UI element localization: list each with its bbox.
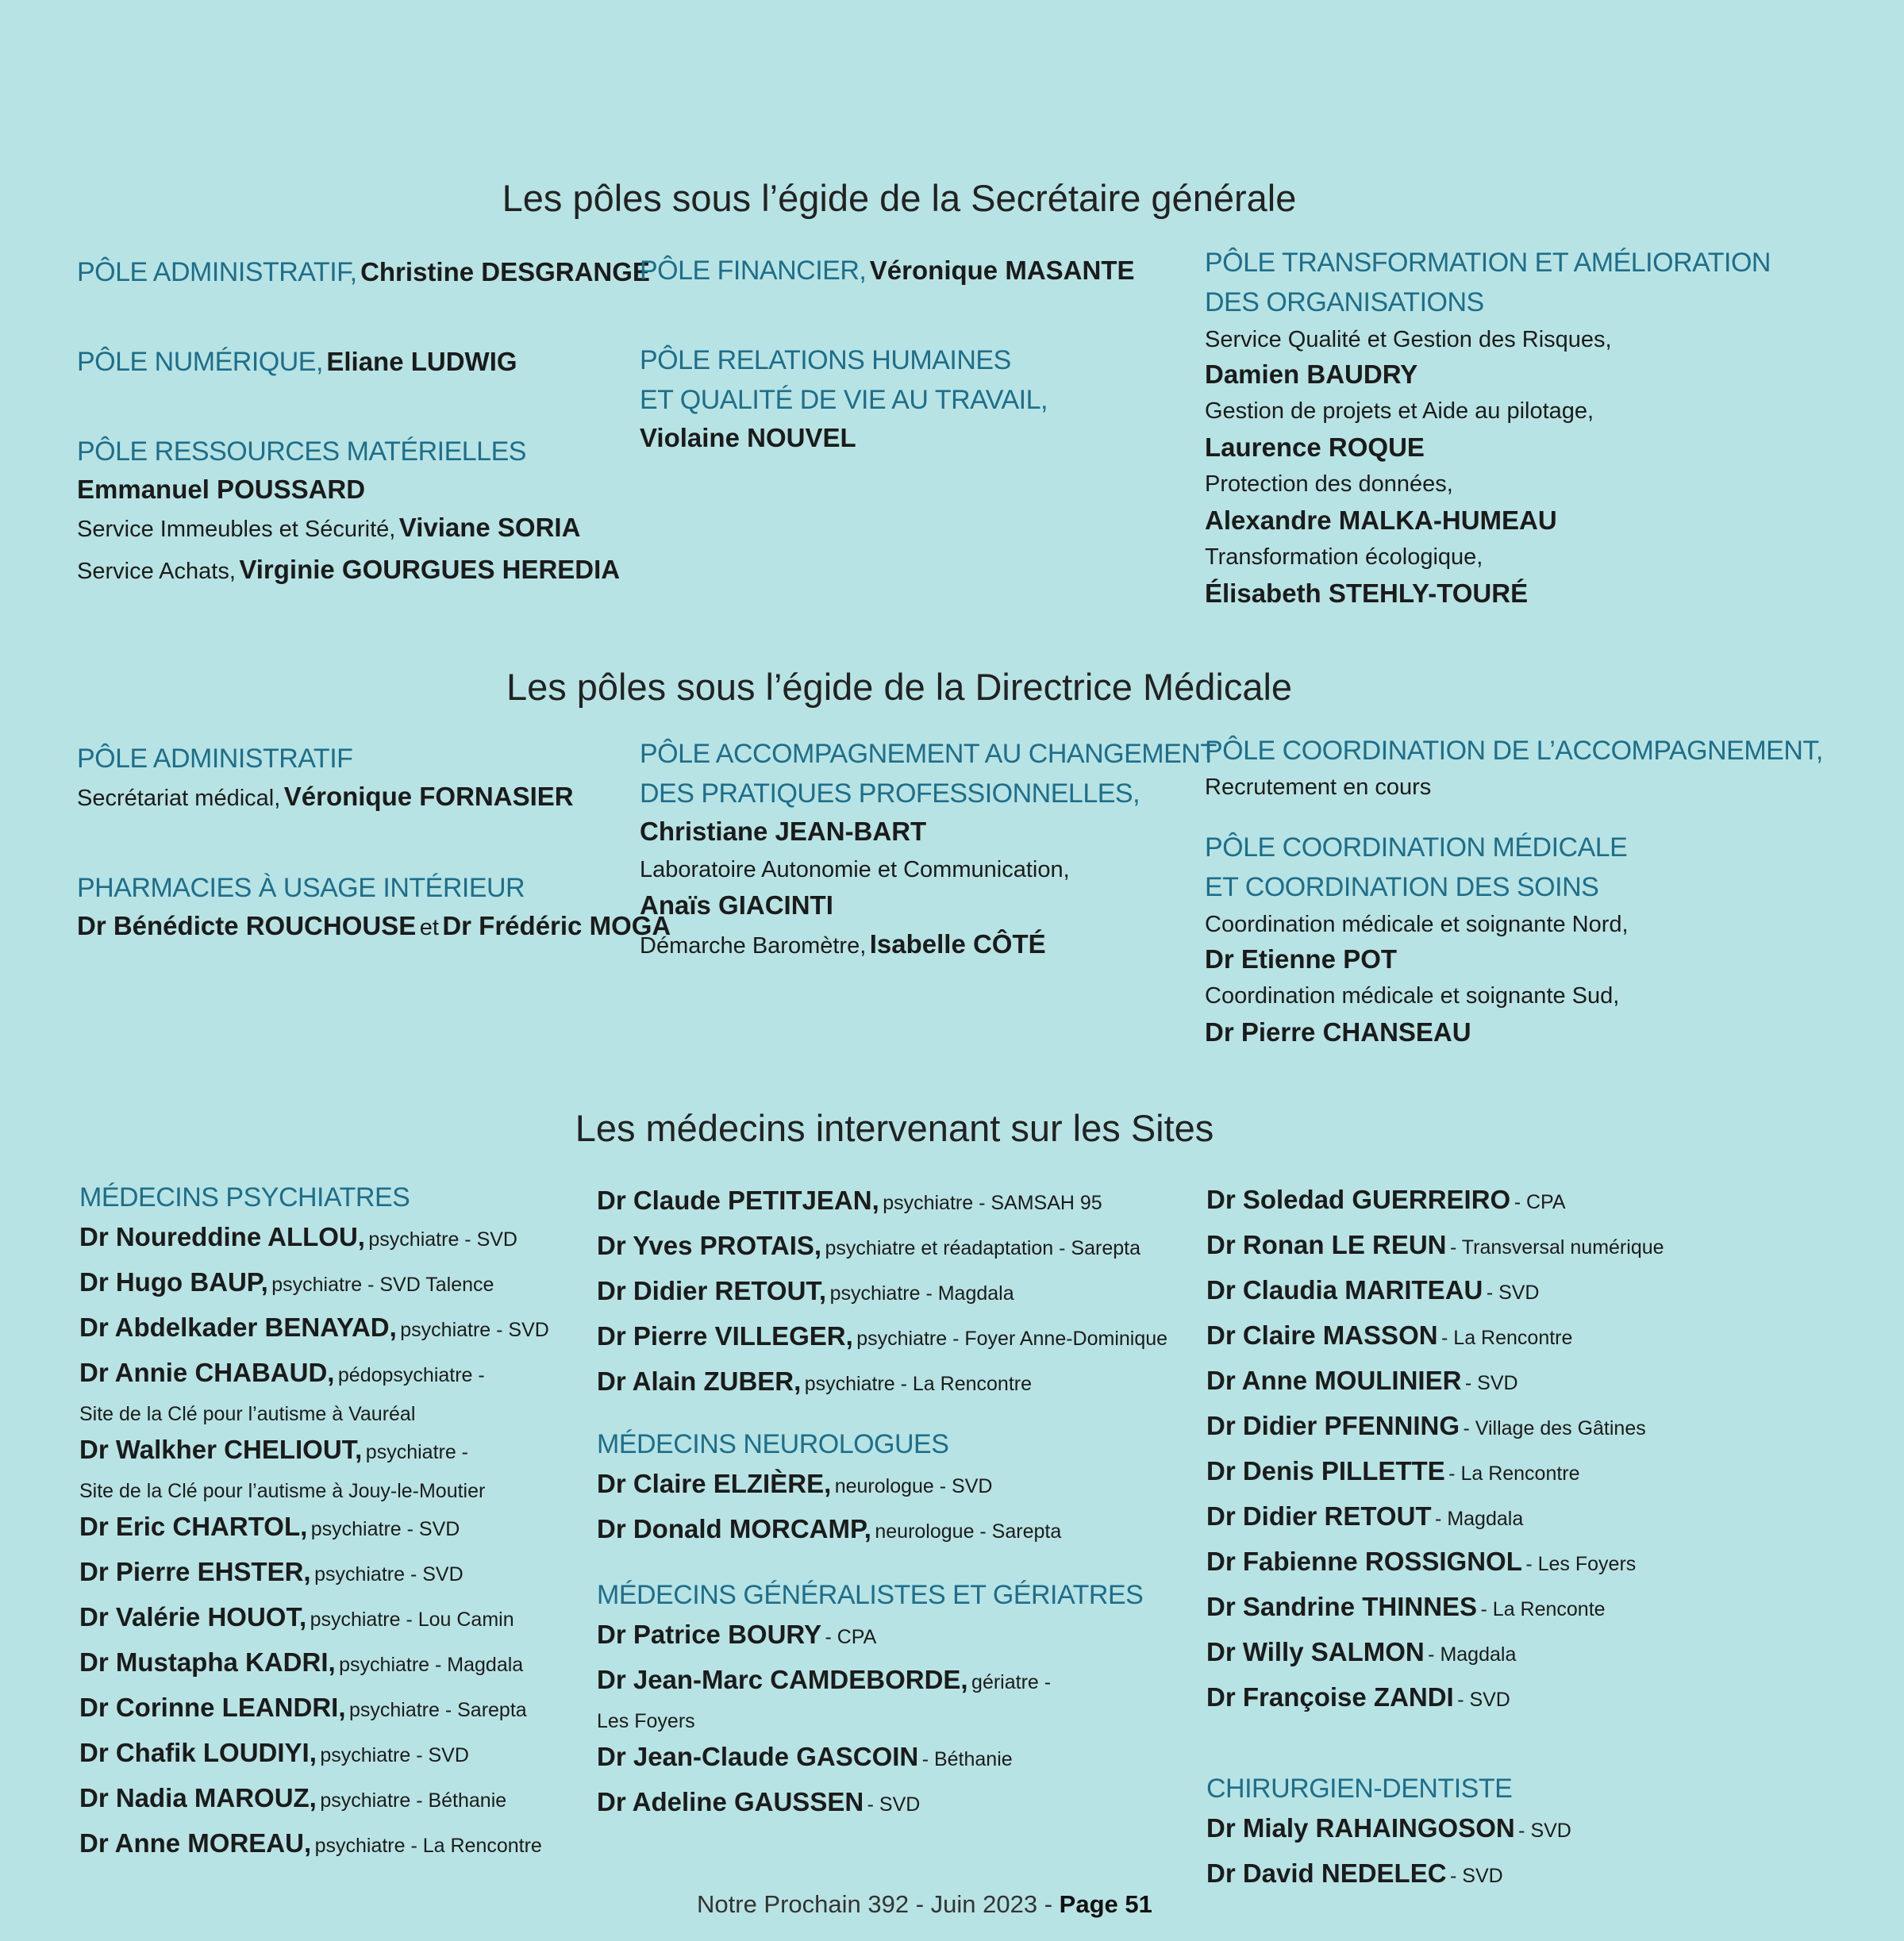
coordination-nord-label: Coordination médicale et soignante Nord,: [1205, 912, 1629, 937]
coordination-sud-name: Dr Pierre CHANSEAU: [1205, 1017, 1471, 1047]
doctor-role: psychiatre et réadaptation - Sarepta: [825, 1237, 1140, 1259]
doctor-name: Dr Jean-Marc CAMDEBORDE,: [597, 1665, 968, 1694]
doctor-role: - La Renconte: [1480, 1598, 1606, 1620]
doctor-name: Dr David NEDELEC: [1206, 1858, 1447, 1888]
doctor-name: Dr Donald MORCAMP,: [597, 1514, 871, 1543]
generalistes-heading: MÉDECINS GÉNÉRALISTES ET GÉRIATRES: [597, 1580, 1144, 1610]
doctor-name: Dr Claude PETITJEAN,: [597, 1186, 879, 1215]
doctor-entry: [1206, 1542, 1664, 1587]
doctor-entry: [79, 1552, 549, 1597]
doctor-name: Dr Claire ELZIÈRE,: [597, 1469, 832, 1498]
pole-transformation-heading-line1: PÔLE TRANSFORMATION ET AMÉLIORATION: [1205, 248, 1771, 278]
doctor-name: Dr Nadia MAROUZ,: [79, 1783, 317, 1812]
protection-donnees-label: Protection des données,: [1205, 471, 1453, 497]
doctor-role: psychiatre - Sarepta: [348, 1699, 527, 1721]
chirurgien-dentiste-heading: CHIRURGIEN-DENTISTE: [1206, 1774, 1513, 1804]
secretariat-medical-label: Secrétariat médical,: [77, 786, 281, 811]
section1-col3: [1205, 243, 1771, 611]
doctor-entry: [1206, 1225, 1664, 1270]
psychiatres-list-2: [597, 1181, 1167, 1407]
pole-ressources-materielles-heading: PÔLE RESSOURCES MATÉRIELLES: [77, 436, 526, 467]
pole-coordination-medicale-heading-line1: PÔLE COORDINATION MÉDICALE: [1205, 832, 1628, 863]
doctor-name: Dr Eric CHARTOL,: [79, 1512, 308, 1541]
doctor-entry: [597, 1737, 1167, 1782]
doctor-entry: [79, 1507, 549, 1552]
doctor-role: pédopsychiatre -: [337, 1364, 485, 1386]
doctor-role: psychiatre - SVD: [400, 1319, 549, 1341]
doctor-name: Dr Valérie HOUOT,: [79, 1602, 307, 1632]
doctor-entry: [1206, 1406, 1664, 1451]
gestion-projets-label: Gestion de projets et Aide au pilotage,: [1205, 398, 1594, 424]
doctor-role: psychiatre - Lou Camin: [310, 1609, 514, 1631]
doctor-entry: [79, 1353, 549, 1430]
pharmacie-and: et: [419, 915, 439, 940]
doctor-role: - SVD: [1457, 1689, 1510, 1711]
doctor-site: Site de la Clé pour l’autisme à Jouy-le-Moutier: [79, 1480, 486, 1502]
laboratoire-autonomie-label: Laboratoire Autonomie et Communication,: [640, 857, 1070, 882]
pole-coordination-accompagnement-heading: PÔLE COORDINATION DE L’ACCOMPAGNEMENT,: [1205, 736, 1823, 766]
doctor-name: Dr Mialy RAHAINGOSON: [1206, 1813, 1515, 1843]
neurologues-heading: MÉDECINS NEUROLOGUES: [597, 1429, 949, 1459]
doctor-role: - CPA: [1514, 1191, 1566, 1213]
doctor-name: Dr Sandrine THINNES: [1206, 1592, 1478, 1621]
pole-rh-heading-line1: PÔLE RELATIONS HUMAINES: [640, 345, 1011, 375]
doctor-name: Dr Hugo BAUP,: [79, 1267, 268, 1297]
doctor-entry: [1206, 1180, 1664, 1225]
doctor-entry: [79, 1824, 549, 1869]
doctor-role: psychiatre - Béthanie: [320, 1789, 507, 1812]
doctor-entry: [1206, 1270, 1664, 1316]
doctor-name: Dr Yves PROTAIS,: [597, 1231, 822, 1260]
doctor-role: - Les Foyers: [1525, 1553, 1637, 1575]
doctor-entry: [597, 1316, 1167, 1362]
section-title-secretaire: Les pôles sous l’égide de la Secrétaire générale: [502, 177, 1297, 219]
pole-financier-heading: PÔLE FINANCIER,: [640, 256, 867, 286]
doctor-entry: [597, 1660, 1167, 1737]
doctor-entry: [597, 1509, 1167, 1555]
doctor-entry: [597, 1615, 1167, 1660]
pole-financier-head-name: Véronique MASANTE: [869, 256, 1135, 285]
pole-ressources-materielles-head-name: Emmanuel POUSSARD: [77, 475, 366, 504]
service-achats-name: Virginie GOURGUES HEREDIA: [239, 555, 621, 584]
laboratoire-autonomie-name: Anaïs GIACINTI: [640, 890, 833, 920]
doctor-entry: [597, 1782, 1167, 1828]
pole-coordination-medicale-heading-line2: ET COORDINATION DES SOINS: [1205, 872, 1599, 902]
psychiatres-list: [79, 1217, 549, 1869]
doctor-name: Dr Patrice BOURY: [597, 1620, 822, 1649]
page-number: Page 51: [1059, 1890, 1152, 1918]
doctor-role: psychiatre - SVD: [320, 1744, 469, 1766]
doctor-role: psychiatre - La Rencontre: [804, 1373, 1033, 1395]
doctor-name: Dr Annie CHABAUD,: [79, 1358, 335, 1387]
recrutement-text: Recrutement en cours: [1205, 774, 1432, 800]
doctor-entry: [597, 1271, 1167, 1316]
doctor-role: psychiatre - SVD: [314, 1563, 463, 1585]
doctor-name: Dr Ronan LE REUN: [1206, 1230, 1447, 1259]
doctor-role: - CPA: [825, 1626, 877, 1648]
doctor-role: psychiatre - SVD Talence: [271, 1274, 494, 1296]
section1-col2: [640, 251, 1135, 456]
doctor-entry: [597, 1181, 1167, 1226]
doctor-name: Dr Corinne LEANDRI,: [79, 1693, 346, 1722]
doctor-entry: [597, 1226, 1167, 1271]
doctor-role: - La Rencontre: [1448, 1462, 1580, 1485]
doctor-role: gériatre -: [971, 1671, 1052, 1693]
doctor-name: Dr Walkher CHELIOUT,: [79, 1435, 363, 1464]
doctor-entry: [79, 1778, 549, 1824]
doctor-name: Dr Didier RETOUT: [1206, 1501, 1432, 1531]
psychiatres-heading: MÉDECINS PSYCHIATRES: [79, 1182, 410, 1213]
section-title-medecins: Les médecins intervenant sur les Sites: [575, 1107, 1214, 1149]
doctor-role: psychiatre - Magdala: [829, 1282, 1014, 1305]
transformation-ecologique-label: Transformation écologique,: [1205, 544, 1483, 570]
doctor-entry: [79, 1308, 549, 1353]
doctor-role: - SVD: [867, 1793, 921, 1816]
doctor-role: - La Rencontre: [1441, 1327, 1573, 1349]
medecins-column-2: [597, 1181, 1167, 1828]
medecins-list-3: [1206, 1180, 1664, 1723]
doctor-role: neurologue - Sarepta: [875, 1520, 1062, 1543]
pole-administratif-head-name: Christine DESGRANGE: [360, 257, 650, 286]
pole-accompagnement-head-name: Christiane JEAN-BART: [640, 817, 927, 846]
page-footer: [697, 1890, 1152, 1919]
section-title-directrice-medicale: Les pôles sous l’égide de la Directrice Médicale: [506, 666, 1293, 708]
pole-transformation-heading-line2: DES ORGANISATIONS: [1205, 287, 1484, 317]
demarche-barometre-label: Démarche Baromètre,: [640, 933, 867, 959]
doctor-name: Dr Jean-Claude GASCOIN: [597, 1742, 919, 1771]
doctor-name: Dr Claudia MARITEAU: [1206, 1275, 1483, 1305]
doctor-role: psychiatre - SVD: [368, 1228, 517, 1251]
service-achats-label: Service Achats,: [77, 559, 236, 584]
pole-numerique-head-name: Eliane LUDWIG: [326, 347, 517, 376]
doctor-entry: [1206, 1497, 1664, 1542]
doctor-role: - SVD: [1518, 1820, 1571, 1842]
doctor-role: - SVD: [1486, 1282, 1540, 1304]
pole-rh-head-name: Violaine NOUVEL: [640, 423, 856, 452]
gestion-projets-name: Laurence ROQUE: [1205, 432, 1425, 462]
service-qualite-name: Damien BAUDRY: [1205, 359, 1418, 389]
coordination-nord-name: Dr Etienne POT: [1205, 944, 1398, 974]
doctor-name: Dr Noureddine ALLOU,: [79, 1222, 365, 1251]
doctor-entry: [597, 1464, 1167, 1509]
doctor-name: Dr Chafik LOUDIYI,: [79, 1738, 317, 1767]
doctor-role: - Magdala: [1428, 1643, 1517, 1666]
doctor-name: Dr Anne MOREAU,: [79, 1828, 312, 1858]
section2-col3: [1205, 731, 1823, 1050]
doctor-name: Dr Françoise ZANDI: [1206, 1682, 1454, 1712]
doctor-site: Site de la Clé pour l’autisme à Vauréal: [79, 1403, 416, 1425]
doctor-role: neurologue - SVD: [834, 1475, 993, 1497]
section2-col2: [640, 734, 1217, 968]
doctor-role: psychiatre - SAMSAH 95: [883, 1192, 1102, 1214]
neurologues-list: [597, 1464, 1167, 1555]
doctor-role: - Village des Gâtines: [1463, 1417, 1646, 1439]
doctor-entry: [79, 1688, 549, 1733]
doctor-role: psychiatre - Foyer Anne-Dominique: [856, 1328, 1168, 1350]
pole-accompagnement-heading-line1: PÔLE ACCOMPAGNEMENT AU CHANGEMENT: [640, 739, 1217, 769]
pharmacie-name-2: Dr Frédéric MOGA: [442, 911, 671, 940]
protection-donnees-name: Alexandre MALKA-HUMEAU: [1205, 505, 1557, 535]
pole-administratif-medical-heading: PÔLE ADMINISTRATIF: [77, 744, 353, 774]
demarche-barometre-name: Isabelle CÔTÉ: [869, 929, 1046, 959]
service-qualite-label: Service Qualité et Gestion des Risques,: [1205, 327, 1612, 352]
pole-numerique-heading: PÔLE NUMÉRIQUE,: [77, 347, 323, 377]
doctor-name: Dr Pierre VILLEGER,: [597, 1321, 853, 1351]
doctor-role: - SVD: [1450, 1865, 1503, 1887]
service-immeubles-name: Viviane SORIA: [398, 513, 581, 542]
doctor-entry: [1206, 1587, 1664, 1632]
service-immeubles-label: Service Immeubles et Sécurité,: [77, 517, 396, 542]
doctor-name: Dr Fabienne ROSSIGNOL: [1206, 1547, 1522, 1576]
section2-col1: [77, 739, 671, 950]
doctor-role: - Magdala: [1435, 1508, 1524, 1530]
pharmacie-name-1: Dr Bénédicte ROUCHOUSE: [77, 911, 417, 940]
doctor-entry: [597, 1362, 1167, 1407]
doctor-entry: [1206, 1854, 1664, 1899]
dentistes-list: [1206, 1808, 1664, 1899]
doctor-site: Les Foyers: [597, 1710, 695, 1732]
doctor-name: Dr Soledad GUERREIRO: [1206, 1185, 1511, 1214]
doctor-name: Dr Claire MASSON: [1206, 1320, 1438, 1350]
doctor-role: psychiatre - SVD: [310, 1518, 460, 1540]
doctor-name: Dr Abdelkader BENAYAD,: [79, 1313, 397, 1342]
doctor-entry: [1206, 1632, 1664, 1678]
coordination-sud-label: Coordination médicale et soignante Sud,: [1205, 983, 1620, 1009]
doctor-entry: [79, 1597, 549, 1643]
doctor-entry: [1206, 1678, 1664, 1723]
doctor-role: psychiatre -: [365, 1441, 469, 1463]
medecins-column-3: [1206, 1180, 1664, 1899]
doctor-name: Dr Denis PILLETTE: [1206, 1456, 1445, 1486]
doctor-entry: [79, 1263, 549, 1308]
doctor-name: Dr Alain ZUBER,: [597, 1366, 802, 1396]
doctor-name: Dr Anne MOULINIER: [1206, 1366, 1462, 1395]
doctor-role: psychiatre - La Rencontre: [314, 1835, 542, 1857]
section1-col1: [77, 252, 650, 594]
pole-administratif-heading: PÔLE ADMINISTRATIF,: [77, 257, 357, 287]
doctor-entry: [79, 1643, 549, 1688]
doctor-name: Dr Pierre EHSTER,: [79, 1557, 311, 1586]
footer-publication: Notre Prochain 392 - Juin 2023 -: [697, 1890, 1053, 1918]
doctor-role: - Transversal numérique: [1449, 1236, 1664, 1259]
doctor-name: Dr Adeline GAUSSEN: [597, 1787, 864, 1816]
doctor-name: Dr Didier PFENNING: [1206, 1411, 1460, 1440]
pole-accompagnement-heading-line2: DES PRATIQUES PROFESSIONNELLES,: [640, 778, 1140, 809]
secretariat-medical-name: Véronique FORNASIER: [283, 782, 574, 811]
pharmacies-heading: PHARMACIES À USAGE INTÉRIEUR: [77, 873, 525, 903]
doctor-name: Dr Mustapha KADRI,: [79, 1647, 336, 1677]
doctor-role: - SVD: [1464, 1372, 1518, 1394]
doctor-role: - Béthanie: [921, 1748, 1013, 1770]
doctor-entry: [1206, 1808, 1664, 1854]
doctor-entry: [1206, 1316, 1664, 1361]
pole-rh-heading-line2: ET QUALITÉ DE VIE AU TRAVAIL,: [640, 385, 1048, 415]
doctor-entry: [1206, 1361, 1664, 1406]
doctor-role: psychiatre - Magdala: [339, 1654, 524, 1676]
doctor-entry: [79, 1430, 549, 1507]
doctor-entry: [79, 1217, 549, 1263]
doctor-entry: [1206, 1451, 1664, 1497]
psychiatres-column: [79, 1178, 549, 1869]
doctor-name: Dr Didier RETOUT,: [597, 1276, 827, 1305]
doctor-entry: [79, 1733, 549, 1778]
doctor-name: Dr Willy SALMON: [1206, 1637, 1425, 1666]
transformation-ecologique-name: Élisabeth STEHLY-TOURÉ: [1205, 578, 1529, 608]
generalistes-list: [597, 1615, 1167, 1828]
